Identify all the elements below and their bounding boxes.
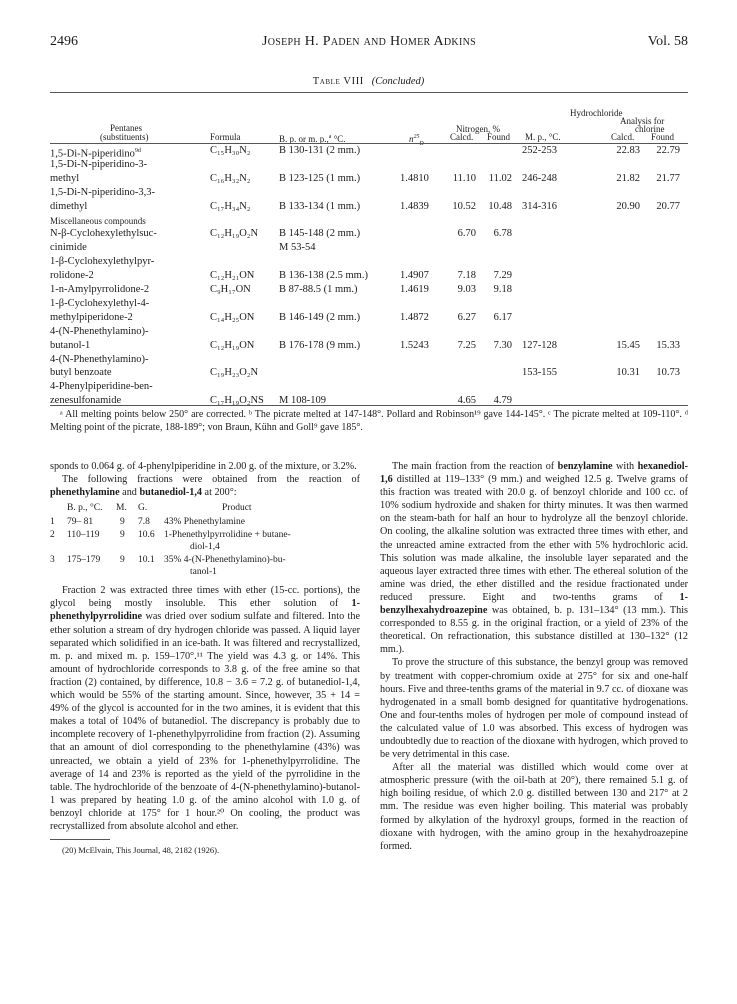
table-cell-cl-found: 10.73 [656, 367, 680, 379]
table-cell-cl-calcd: 15.45 [616, 339, 640, 351]
table-cell-n-calcd: 6.27 [457, 311, 476, 323]
table-cell-mp: 246-248 [522, 172, 557, 184]
fractions-table [50, 502, 360, 579]
table-cell-nd: 1.4839 [400, 200, 429, 212]
header-pentanes: Pentanes [110, 123, 142, 133]
right-paragraph-1: The main fraction from the reaction of benzylamine with hexanediol-1,6 distilled at 119–133° (9 mm.) and weighed 12.5 g. Twelve grams of this fraction was treated with 20.0 g. of benzoyl chloride and 100 cc. of 10% sodium hydroxide and shaken for thirty minutes. It was then warmed on the steam-bath for half an hour to hydrolyze all the benzoyl chloride. On cooling, the alkaline solution was extracted three times with ether, and the unreacted amine extracted from the ether with 5% hydrochloric acid. This solution was made alkaline, the insoluble layer separated and the aqueous layer extracted three times with ether. The ethereal solution of the amine was dried, the ether distilled and the residue fractionated under reduced pressure. Eight and two-tenths grams of 1-benzylhexahydroazepine was obtained, b. p. 131–134° (13 mm.). This corresponded to 8.55 g. in the original fraction, or a yield of 23% of the theoretical. On refractionation, this substance distilled at 130–132° (12 mm.). [380, 461, 688, 656]
fraction-number: 3 [50, 555, 55, 566]
header-cl-found: Found [651, 132, 675, 142]
table-cell-n-calcd: 7.18 [457, 270, 476, 282]
table-cell-bp: B 145-148 (2 mm.) [279, 228, 361, 240]
right-paragraph-3: After all the material was distilled which would come over at atmospheric pressure (with the oil-bath at 20°), there remained 5.1 g. of high boiling residue, of which 2.0 g. distilled between 130 and 217° at 2 mm. The residue was even higher boiling. This material was probably formed by alkylation of the hydroxyl groups, formed in the reaction of dioxane with hydrogen, with the amino group in the hexahydroazepine formed. [380, 762, 688, 852]
table-cell-cl-calcd: 21.82 [616, 172, 640, 184]
table-row-name: butyl benzoate [50, 367, 112, 379]
fractions-header-product: Product [222, 503, 252, 514]
table-cell-cl-calcd: 20.90 [616, 200, 640, 212]
fraction-bp: 110–119 [67, 530, 100, 541]
fraction-number: 1 [50, 517, 55, 528]
table-cell-n-found: 4.79 [493, 395, 512, 407]
table-cell-nd: 1.5243 [400, 339, 429, 351]
table-cell-nd: 1.4619 [400, 284, 429, 295]
table-cell-bp: B 123-125 (1 mm.) [279, 172, 361, 184]
table-cell-n-found: 10.48 [488, 200, 512, 212]
footnote-20: (20) McElvain, This Journal, 48, 2182 (1926). [62, 845, 220, 856]
table-title-label: Table VIII [312, 76, 364, 87]
header-nd: $n^{25}_D$ [409, 134, 424, 147]
table-cell-formula: C₁₆H₃₂N₂ [210, 172, 251, 184]
table-cell-n-calcd: 11.10 [452, 172, 476, 184]
fraction-g: 10.1 [138, 555, 155, 566]
table-cell-n-found: 9.18 [493, 284, 512, 295]
table-cell-formula: C₁₇H₁₉O₂NS [210, 395, 264, 407]
header-nitrogen: Nitrogen, % [456, 124, 500, 134]
table-bottom-rule [50, 405, 688, 406]
left-paragraph-2: The following fractions were obtained from the reaction of phenethylamine and butanediol-1,4 at 200°: [50, 474, 360, 499]
volume-label: Vol. 58 [647, 34, 688, 49]
page-number: 2496 [50, 34, 78, 49]
table-cell-cl-calcd: 10.31 [616, 367, 640, 379]
table-row-name: methyl [50, 172, 80, 184]
table-footnote-text: ᵃ All melting points below 250° are corrected. ᵇ The picrate melted at 147-148°. Pollard and Robinson¹⁹ gave 144-145°. ᶜ The picrate melted at 109-110°. ᵈ Melting point of the picrate, 188-189°; von Braun, Kühn and Goll⁹ gave 185°. [50, 409, 688, 433]
table-cell-nd: 1.4907 [400, 270, 429, 282]
table-cell-cl-found: 15.33 [656, 339, 680, 351]
table-row-name: dimethyl [50, 200, 88, 212]
table-cell-bp: M 108-109 [279, 395, 326, 407]
table-row-name: rolidone-2 [50, 270, 94, 282]
table-section-label: Miscellaneous compounds [50, 215, 146, 226]
table-header-rule [50, 143, 688, 144]
header-bp: B. p. or m. p.,$^a$ °C. [279, 134, 346, 144]
table-title [0, 76, 737, 87]
table-row-name: cinimide [50, 242, 87, 254]
table-cell-formula: C₁₅H₃₀N₂ [210, 145, 251, 156]
fraction-row [50, 529, 360, 554]
fraction-bp: 79– 81 [67, 517, 94, 528]
table-cell-cl-calcd: 22.83 [616, 145, 640, 156]
table-cell-formula: C₁₉H₂₃O₂N [210, 367, 259, 379]
table-cell-cl-found: 20.77 [656, 200, 680, 212]
table-cell-bp: B 176-178 (9 mm.) [279, 339, 361, 351]
fractions-header-m: M. [116, 503, 127, 514]
table-top-rule [50, 92, 688, 93]
fraction-product-cont: tanol-1 [190, 567, 217, 578]
table-cell-mp: 314-316 [522, 200, 557, 212]
compound-phenethylamine: phenethylamine [50, 487, 120, 499]
header-cl-calcd: Calcd. [611, 132, 635, 142]
header-n-calcd: Calcd. [450, 132, 474, 142]
table-cell-bp: B 146-149 (2 mm.) [279, 311, 361, 323]
fraction-bp: 175–179 [67, 555, 101, 566]
table-row-name: 1-β-Cyclohexylethylpyr- [50, 256, 155, 268]
table-cell-formula: C₁₄H₂₅ON [210, 311, 255, 323]
table-cell-n-calcd: 9.03 [457, 284, 476, 295]
running-title-authors: Joseph H. Paden and Homer Adkins [262, 34, 476, 49]
table-cell-mp: 153-155 [522, 367, 557, 379]
fraction-product: 43% Phenethylamine [164, 517, 245, 528]
fraction-m: 9 [120, 555, 125, 566]
right-paragraph-2: To prove the structure of this substance, the benzyl group was removed by treatment with copper-chromium oxide at 275° for six and one-half hours. Five and three-tenths grams of the material in 9.7 cc. of dioxane was hydrogenated in a small bomb designed for quantitative hydrogenations. One and four-tenths moles of hydrogen per mole of compound instead of the calculated value of 1.0 was absorbed. This excess of hydrogen was undoubtedly due to reaction of the dioxane with hydrogen, which proved to be very detrimental in this case. [380, 657, 688, 761]
table-cell-bp: B 87-88.5 (1 mm.) [279, 284, 358, 295]
table-cell-n-found: 7.29 [493, 270, 512, 282]
table-cell-bp: M 53-54 [279, 242, 316, 254]
header-mp: M. p., °C. [525, 132, 561, 142]
header-substituents: (substituents) [100, 132, 149, 142]
table-cell-formula: C₁₂H₁₉ON [210, 339, 255, 351]
table-cell-nd: 1.4872 [400, 311, 429, 323]
footnote-rule [50, 839, 110, 840]
table-cell-cl-found: 22.79 [656, 145, 680, 156]
header-analysis: Analysis for [620, 116, 665, 126]
compound-benzylamine: benzylamine [557, 461, 613, 472]
right-column [380, 460, 688, 853]
header-formula: Formula [210, 132, 241, 142]
fraction-number: 2 [50, 530, 55, 541]
table-header [50, 94, 688, 147]
table-row-name: methylpiperidone-2 [50, 311, 133, 323]
table-cell-formula: C₁₂H₁₉O₂N [210, 228, 259, 240]
header-chlorine: chlorine [635, 124, 665, 134]
table-row-name: butanol-1 [50, 339, 91, 351]
table-cell-n-calcd: 10.52 [452, 200, 476, 212]
table-cell-n-calcd: 7.25 [457, 339, 476, 351]
table-row-name: 1,5-Di-N-piperidino-3,3- [50, 186, 155, 198]
compound-hexanediol: hexanediol-1,6 [380, 461, 688, 486]
table-row-name: 4-Phenylpiperidine-ben- [50, 381, 153, 393]
table-row-name: 1,5-Di-N-piperidino$^{9d}$ [50, 148, 141, 160]
table-cell-bp: B 136-138 (2.5 mm.) [279, 270, 368, 282]
table-row-name: 4-(N-Phenethylamino)- [50, 325, 149, 337]
header-n-found: Found [487, 132, 511, 142]
table-row-name: 1,5-Di-N-piperidino-3- [50, 158, 148, 170]
fraction-product: 1-Phenethylpyrrolidine + butane- [164, 530, 291, 541]
table-footnotes [50, 408, 688, 434]
table-row-name: 1-β-Cyclohexylethyl-4- [50, 297, 150, 309]
table-cell-n-found: 7.30 [493, 339, 512, 351]
fraction-g: 10.6 [138, 530, 155, 541]
compound-phenethylpyrrolidine: 1-phenethylpyrrolidine [50, 598, 360, 623]
fraction-m: 9 [120, 530, 125, 541]
table-cell-nd: 1.4810 [400, 172, 429, 184]
table-cell-n-found: 11.02 [488, 172, 512, 184]
left-paragraph-3: Fraction 2 was extracted three times with ether (15-cc. portions), the glycol being mostly insoluble. This ether solution of 1-phenethylpyrrolidine was dried over sodium sulfate and filtered. Into the ether solution a stream of dry hydrogen chloride was passed. A liquid layer separated which solidified in an ice-bath. It was filtered and recrystallized, m. p. and mixed m. p. 159–170°.¹¹ The yield was 4.3 g. or 14%. This amount of hydrochloride corresponds to 3.8 g. of the free amine so that fraction (2) contained, by difference, 10.8 − 3.6 = 7.2 g. of butanediol-1,4, which would be 55% of the starting amount. Since, however, 35 + 14 = 49% of the glycol is accounted for in the two amines, it is evident that this makes a total of 104% of butanediol. The discrepancy is probably due to incomplete recovery of 1-phenethylpyrrolidine from fraction (2). Assuming that an amount of diol corresponding to the phenethylamine (43%) was unreacted, we obtain a yield of 23% for 1-phenethylpyrrolidine. The average of 14 and 23% is reported as the yield of the pyrrolidine in the table. The hydrochloride of the benzoate of 4-(N-phenethylamino)-butanol-1 was prepared by heating 1.0 g. of the amino alcohol with 1.0 g. of benzoyl chloride at 175° for 1 hour.²⁰ On cooling, the product was recrystallized from absolute alcohol and ether. [50, 585, 360, 832]
compound-butanediol: butanediol-1,4 [139, 487, 202, 499]
fraction-product-cont: diol-1,4 [190, 542, 220, 553]
fraction-m: 9 [120, 517, 125, 528]
table-cell-cl-found: 21.77 [656, 172, 680, 184]
page-header [50, 34, 688, 54]
table-title-subtitle: (Concluded) [371, 76, 425, 87]
table-cell-formula: C₁₂H₂₁ON [210, 270, 255, 282]
table-row-name: N-β-Cyclohexylethylsuc- [50, 228, 157, 240]
table-cell-mp: 252-253 [522, 145, 557, 156]
fraction-g: 7.8 [138, 517, 150, 528]
fraction-row [50, 554, 360, 579]
fractions-rows [50, 516, 360, 579]
table-cell-bp: B 130-131 (2 mm.) [279, 145, 361, 156]
table-cell-n-found: 6.17 [493, 311, 512, 323]
table-row-name: 1-n-Amylpyrrolidone-2 [50, 284, 150, 295]
table-cell-formula: C₉H₁₇ON [210, 284, 251, 295]
table-cell-n-calcd: 6.70 [457, 228, 476, 240]
table-cell-n-found: 6.78 [493, 228, 512, 240]
table-row-name: zenesulfonamide [50, 395, 122, 407]
left-paragraph-1: sponds to 0.064 g. of 4-phenylpiperidine in 2.00 g. of the mixture, or 3.2%. [50, 461, 357, 472]
table-cell-n-calcd: 4.65 [457, 395, 476, 407]
table-row-name: 4-(N-Phenethylamino)- [50, 353, 149, 365]
table-cell-bp: B 133-134 (1 mm.) [279, 200, 361, 212]
table-cell-mp: 127-128 [522, 339, 557, 351]
compound-benzylhexahydroazepine: 1-benzylhexahydroazepine [380, 591, 688, 617]
table-cell-formula: C₁₇H₃₄N₂ [210, 200, 251, 212]
header-hydrochloride: Hydrochloride [570, 108, 623, 118]
fractions-header-g: G. [138, 503, 148, 514]
fractions-header [50, 502, 360, 516]
fraction-product: 35% 4-(N-Phenethylamino)-bu- [164, 555, 286, 566]
fraction-row [50, 516, 360, 529]
left-column [50, 460, 360, 857]
fractions-header-bp: B. p., °C. [67, 503, 103, 514]
